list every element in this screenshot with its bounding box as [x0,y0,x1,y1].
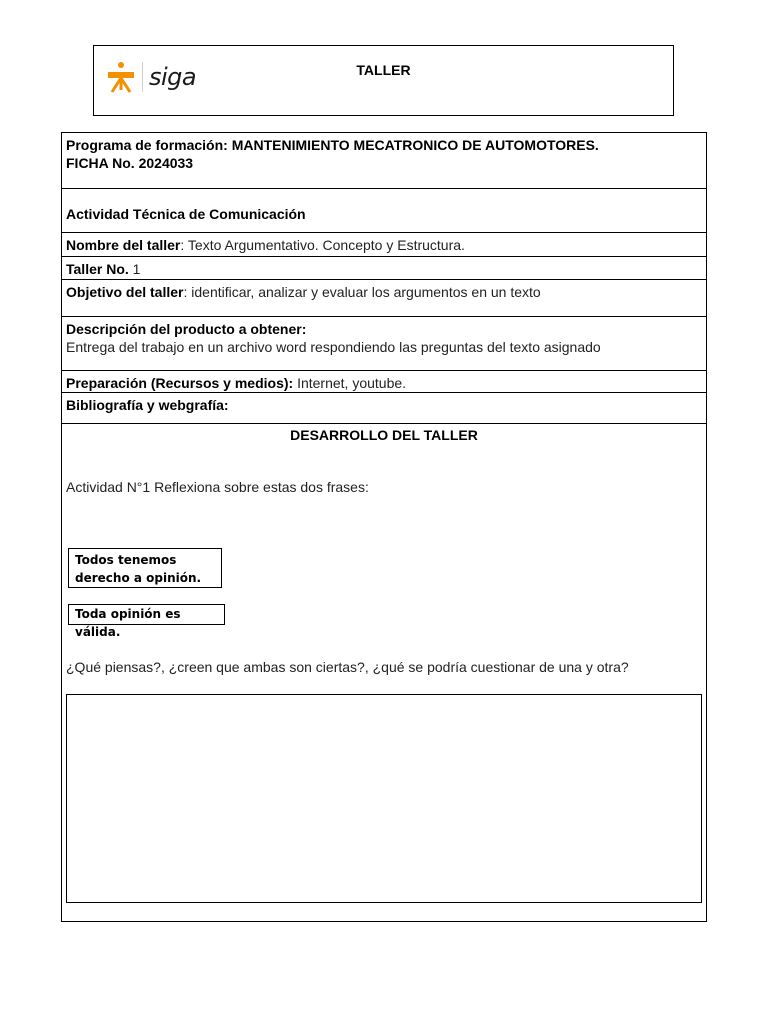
row-taller-no [62,257,706,280]
quote-1-line1: Todos tenemos [75,553,177,567]
desarrollo-title: DESARROLLO DEL TALLER [290,427,478,443]
row-programa [62,133,706,189]
taller-value: 1 [128,261,141,277]
quote-box-2 [68,604,225,639]
activity-text: Actividad N°1 Reflexiona sobre estas dos frases: [66,479,369,495]
document-header [93,45,674,116]
taller-label: Taller No. [66,261,129,277]
quote-box-1 [68,548,222,588]
objetivo-label: Objetivo del taller [66,284,184,300]
row-nombre [62,233,706,257]
answer-box[interactable] [66,694,702,903]
programa-text: Programa de formación: MANTENIMIENTO MECATRONICO DE AUTOMOTORES. [66,137,599,153]
descripcion-value: Entrega del trabajo en un archivo word respondiendo las preguntas del texto asignado [66,339,601,355]
nombre-value: : Texto Argumentativo. Concepto y Estructura. [180,237,465,253]
row-objetivo [62,280,706,317]
descripcion-label: Descripción del producto a obtener: [66,321,307,337]
row-descripcion [62,317,706,371]
quote-1-line2: derecho a opinión. [75,571,202,585]
desarrollo-section [62,423,706,921]
row-preparacion [62,371,706,393]
siga-logo-text: siga [149,63,197,91]
bibliografia-label: Bibliografía y webgrafía: [66,397,229,413]
quote-2-text: Toda opinión es válida. [75,607,181,639]
row-actividad [62,189,706,233]
question-text: ¿Qué piensas?, ¿creen que ambas son ciertas?, ¿qué se podría cuestionar de una y otra? [66,659,629,675]
header-title: TALLER [356,62,411,78]
nombre-label: Nombre del taller [66,237,181,253]
row-bibliografia [62,393,706,424]
workshop-table [61,132,707,922]
ficha-text: FICHA No. 2024033 [66,155,194,171]
preparacion-label: Preparación (Recursos y medios): [66,375,294,391]
preparacion-value: Internet, youtube. [293,375,407,391]
objetivo-value: : identificar, analizar y evaluar los argumentos en un texto [183,284,541,300]
actividad-text: Actividad Técnica de Comunicación [66,206,306,222]
